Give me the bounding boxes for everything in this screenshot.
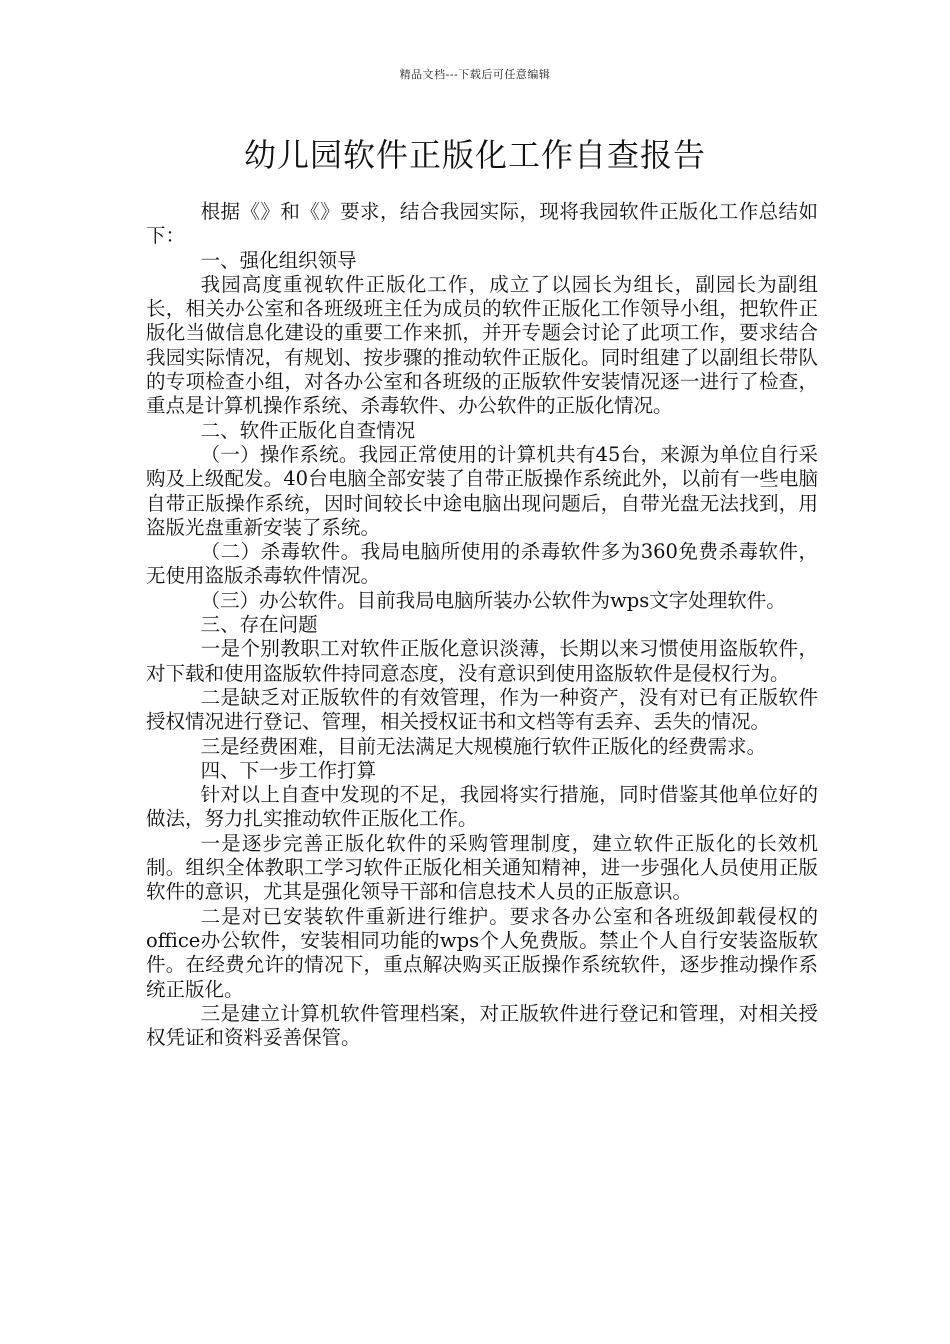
paragraph-office: （三）办公软件。目前我局电脑所装办公软件为wps文字处理软件。: [200, 588, 786, 612]
paragraph-plan-1: 一是逐步完善正版化软件的采购管理制度，建立软件正版化的长效机制。组织全体教职工学习软件正版化相关通知精神，进一步强化人员使用正版软件的意识，尤其是强化领导干部和信息技术人员的正版意识。: [146, 831, 818, 904]
section-heading-4: 四、下一步工作打算: [200, 758, 377, 782]
paragraph-plan-intro: 针对以上自查中发现的不足，我园将实行措施，同时借鉴其他单位好的做法，努力扎实推动软件正版化工作。: [146, 783, 818, 831]
section-heading-2: 二、软件正版化自查情况: [200, 418, 416, 442]
paragraph-plan-2: 二是对已安装软件重新进行维护。要求各办公室和各班级卸载侵权的office办公软件，安装相同功能的wps个人免费版。禁止个人自行安装盗版软件。在经费允许的情况下，重点解决购买正版操作系统软件，逐步推动操作系统正版化。: [146, 904, 818, 1001]
section-heading-1: 一、强化组织领导: [200, 248, 357, 272]
paragraph-problem-2: 二是缺乏对正版软件的有效管理，作为一种资产，没有对已有正版软件授权情况进行登记、管理，相关授权证书和文档等有丢弃、丢失的情况。: [146, 685, 818, 734]
paragraph-problem-3: 三是经费困难，目前无法满足大规模施行软件正版化的经费需求。: [200, 734, 767, 758]
section-heading-3: 三、存在问题: [200, 613, 318, 637]
paragraph-intro: 根据《》和《》要求，结合我园实际，现将我园软件正版化工作总结如下：: [146, 200, 818, 248]
paragraph-organization: 我园高度重视软件正版化工作，成立了以园长为组长，副园长为副组长，相关办公室和各班级班主任为成员的软件正版化工作领导小组，把软件正版化当做信息化建设的重要工作来抓，并开专题会讨论了此项工作，要求结合我园实际情况，有规划、按步骤的推动软件正版化。同时组建了以副组长带队的专项检查小组，对各办公室和各班级的正版软件安装情况逐一进行了检查，重点是计算机操作系统、杀毒软件、办公软件的正版化情况。: [146, 272, 818, 418]
paragraph-plan-3: 三是建立计算机软件管理档案，对正版软件进行登记和管理，对相关授权凭证和资料妥善保管。: [146, 1001, 818, 1050]
paragraph-os: （一）操作系统。我园正常使用的计算机共有45台，来源为单位自行采购及上级配发。40台电脑全部安装了自带正版操作系统此外，以前有一些电脑自带正版操作系统，因时间较长中途电脑出现问题后，自带光盘无法找到，用盗版光盘重新安装了系统。: [146, 442, 818, 539]
paragraph-problem-1: 一是个别教职工对软件正版化意识淡薄，长期以来习惯使用盗版软件，对下载和使用盗版软件持同意态度，没有意识到使用盗版软件是侵权行为。: [146, 637, 818, 685]
document-body: [146, 200, 818, 1050]
document-title: 幼儿园软件正版化工作自查报告: [243, 136, 706, 174]
header-note: 精品文档---下载后可任意编辑: [399, 68, 551, 81]
paragraph-antivirus: （二）杀毒软件。我局电脑所使用的杀毒软件多为360免费杀毒软件，无使用盗版杀毒软件情况。: [146, 540, 818, 588]
